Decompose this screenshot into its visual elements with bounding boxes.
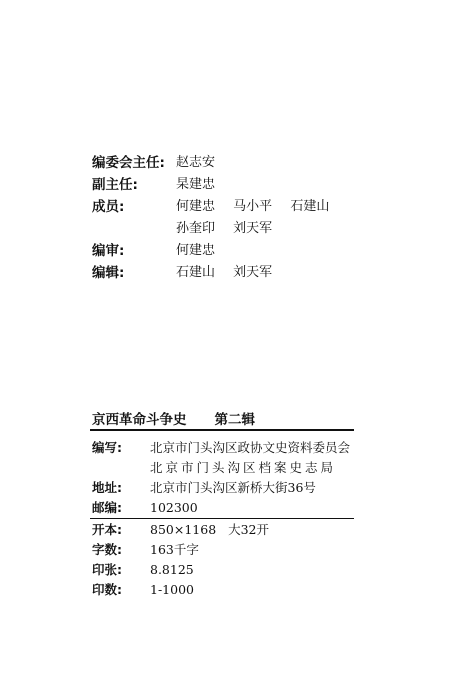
info-label: 字数: <box>92 542 122 557</box>
committee-row <box>92 196 392 218</box>
info-label: 编写: <box>92 440 122 455</box>
info-row <box>92 580 362 600</box>
info-row <box>92 560 362 580</box>
committee-name: 赵志安 <box>176 155 216 170</box>
info-value: 102300 <box>150 500 198 515</box>
info-value: 163千字 <box>150 542 199 557</box>
committee-name: 何建忠 <box>176 199 216 214</box>
info-value: 8.8125 <box>150 562 194 577</box>
info-row <box>92 540 362 560</box>
info-label: 地址: <box>92 480 122 495</box>
info-value: 北京市门头沟区政协文史资料委员会 <box>150 440 351 455</box>
committee-names <box>176 174 229 196</box>
committee-names <box>176 196 343 218</box>
committee-label: 副主任: <box>92 177 138 193</box>
info-value: 北京市门头沟区新桥大街36号 <box>150 480 316 495</box>
committee-name: 石建山 <box>176 265 216 280</box>
title-rule <box>90 429 354 431</box>
info-label: 印数: <box>92 582 122 597</box>
committee-label: 编委会主任: <box>92 155 165 171</box>
info-value: 1-1000 <box>150 582 194 597</box>
info-label: 印张: <box>92 562 122 577</box>
book-volume: 第二辑 <box>214 412 255 428</box>
section-rule <box>90 518 354 519</box>
committee-label: 成员: <box>92 199 125 215</box>
committee-names <box>176 152 229 174</box>
committee-names <box>176 240 229 262</box>
committee-name: 石建山 <box>290 199 330 214</box>
committee-row <box>92 152 392 174</box>
committee-label: 编辑: <box>92 265 125 281</box>
committee-name: 马小平 <box>233 199 273 214</box>
print-info <box>92 520 362 600</box>
info-row <box>92 438 362 458</box>
committee-name: 孙奎印 <box>176 221 216 236</box>
info-row <box>92 498 362 518</box>
book-title <box>92 408 255 428</box>
publisher-info <box>92 438 362 518</box>
info-row <box>92 478 362 498</box>
info-row <box>92 458 362 478</box>
committee-name: 刘天军 <box>233 221 273 236</box>
book-title-text: 京西革命斗争史 <box>92 412 187 428</box>
committee-row <box>92 218 392 240</box>
committee-row <box>92 174 392 196</box>
info-value: 850×1168 大32开 <box>150 522 269 537</box>
info-row <box>92 520 362 540</box>
committee-name: 何建忠 <box>176 243 216 258</box>
committee-row <box>92 262 392 284</box>
committee-name: 杲建忠 <box>176 177 216 192</box>
editorial-committee <box>92 152 392 284</box>
info-label: 邮编: <box>92 500 122 515</box>
info-label: 开本: <box>92 522 122 537</box>
committee-name: 刘天军 <box>233 265 273 280</box>
committee-names <box>176 218 286 240</box>
info-value: 北京市门头沟区档案史志局 <box>150 460 337 475</box>
committee-names <box>176 262 286 284</box>
committee-label: 编审: <box>92 243 125 259</box>
committee-row <box>92 240 392 262</box>
